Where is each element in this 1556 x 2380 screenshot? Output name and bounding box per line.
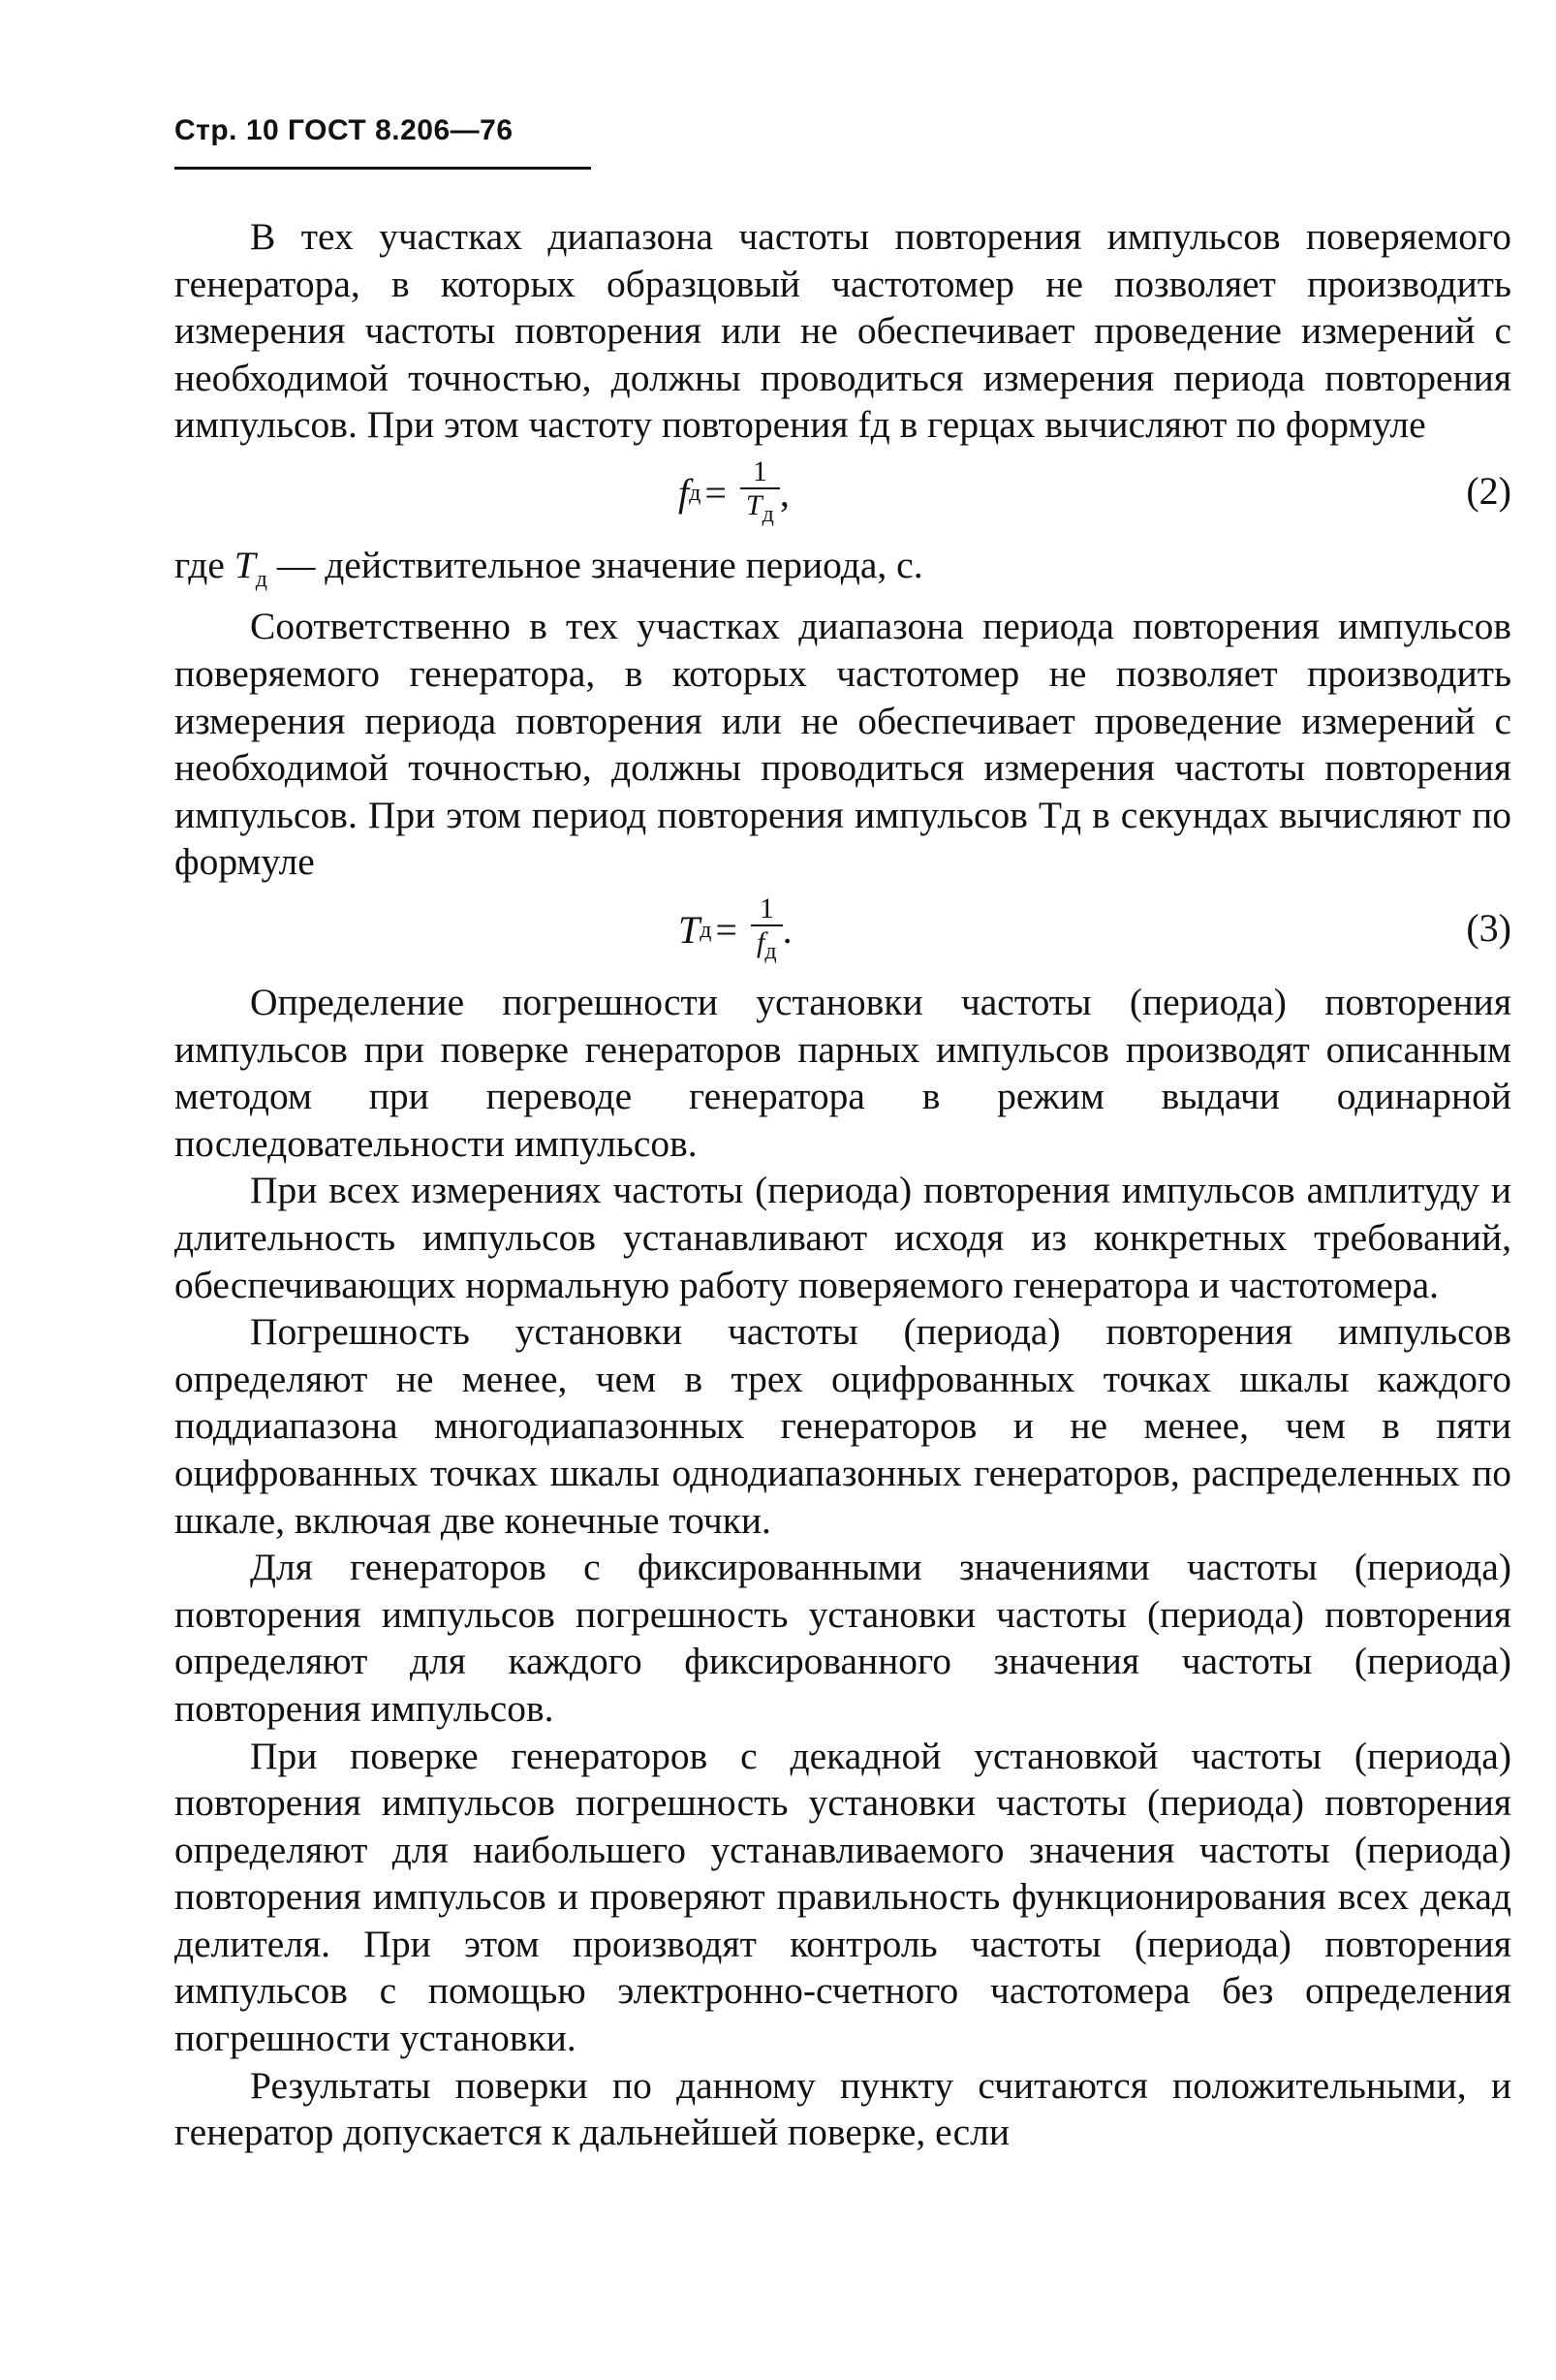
paragraph-1: В тех участках диапазона частоты повторения импульсов поверяемого генератора, в которых образцовый частотомер не позволяет производить измерения частоты повторения или не обеспечивает проведение измерений с необходимой точностью, должны проводиться измерения периода повторения импульсов. При этом частоту повторения fд в герцах вычисляют по формуле bbox=[174, 215, 1511, 447]
formula-3-expression bbox=[678, 893, 793, 968]
where-line: где $T_д$ — действительное значение периода, с. bbox=[174, 543, 923, 592]
formula-3 bbox=[174, 886, 1511, 979]
formula-2-fraction bbox=[740, 456, 780, 531]
paragraph-8: Результаты поверки по данному пункту считаются положительными, и генератор допускается к дальнейшей поверке, если bbox=[174, 2063, 1511, 2154]
paragraph-5: Погрешность установки частоты (периода) повторения импульсов определяют не менее, чем в трех оцифрованных точках шкалы каждого поддиапазона многодиапазонных генераторов и не менее, чем в пяти оцифрованных точках шкалы однодиапазонных генераторов, распределенных по шкале, включая две конечные точки. bbox=[174, 1310, 1511, 1542]
formula-3-trail: . bbox=[782, 908, 793, 953]
formula-2-lhs: f bbox=[678, 471, 690, 516]
document-body bbox=[174, 213, 1511, 2156]
header-rule bbox=[174, 167, 591, 170]
page-header: Стр. 10 ГОСТ 8.206—76 bbox=[174, 114, 513, 146]
formula-3-lhs-sub: д bbox=[700, 918, 712, 944]
formula-2-number: (2) bbox=[1466, 468, 1511, 513]
formula-2-expression bbox=[678, 456, 790, 531]
formula-3-numerator: 1 bbox=[759, 892, 774, 925]
formula-3-lhs: T bbox=[678, 908, 700, 953]
paragraph-4: При всех измерениях частоты (периода) повторения импульсов амплитуду и длительность импульсов устанавливают исходя из конкретных требований, обеспечивающих нормальную работу поверяемого генератора и частотомера. bbox=[174, 1169, 1511, 1306]
formula-3-fraction bbox=[751, 893, 783, 968]
formula-2-trail: , bbox=[779, 471, 790, 516]
paragraph-3: Определение погрешности установки частоты (периода) повторения импульсов при поверке генераторов парных импульсов производят описанным методом при переводе генератора в режим выдачи одинарной последовательности импульсов. bbox=[174, 981, 1511, 1165]
paragraph-2: Соответственно в тех участках диапазона периода повторения импульсов поверяемого генератора, в которых частотомер не позволяет производить измерения периода повторения или не обеспечивает проведение измерений с необходимой точностью, должны проводиться измерения частоты повторения импульсов. При этом период повторения импульсов Tд в секундах вычисляют по формуле bbox=[174, 605, 1511, 884]
formula-3-number: (3) bbox=[1466, 906, 1511, 951]
paragraph-6: Для генераторов с фиксированными значениями частоты (периода) повторения импульсов погрешность установки частоты (периода) повторения определяют для каждого фиксированного значения частоты (периода) повторения импульсов. bbox=[174, 1546, 1511, 1730]
formula-3-equals: = bbox=[715, 908, 738, 953]
formula-2-lhs-sub: д bbox=[689, 481, 701, 507]
formula-2-equals: = bbox=[704, 471, 727, 516]
formula-3-denominator: $f_д$ bbox=[757, 926, 777, 965]
formula-2 bbox=[174, 449, 1511, 542]
paragraph-7: При поверке генераторов с декадной установкой частоты (периода) повторения импульсов погрешность установки частоты (периода) повторения определяют для наибольшего устанавливаемого значения частоты (периода) повторения импульсов и проверяют правильность функционирования всех декад делителя. При этом производят контроль частоты (периода) повторения импульсов с помощью электронно-счетного частотомера без определения погрешности установки. bbox=[174, 1734, 1511, 2060]
formula-2-numerator: 1 bbox=[752, 454, 767, 487]
formula-2-denominator: $T_д$ bbox=[745, 488, 774, 527]
